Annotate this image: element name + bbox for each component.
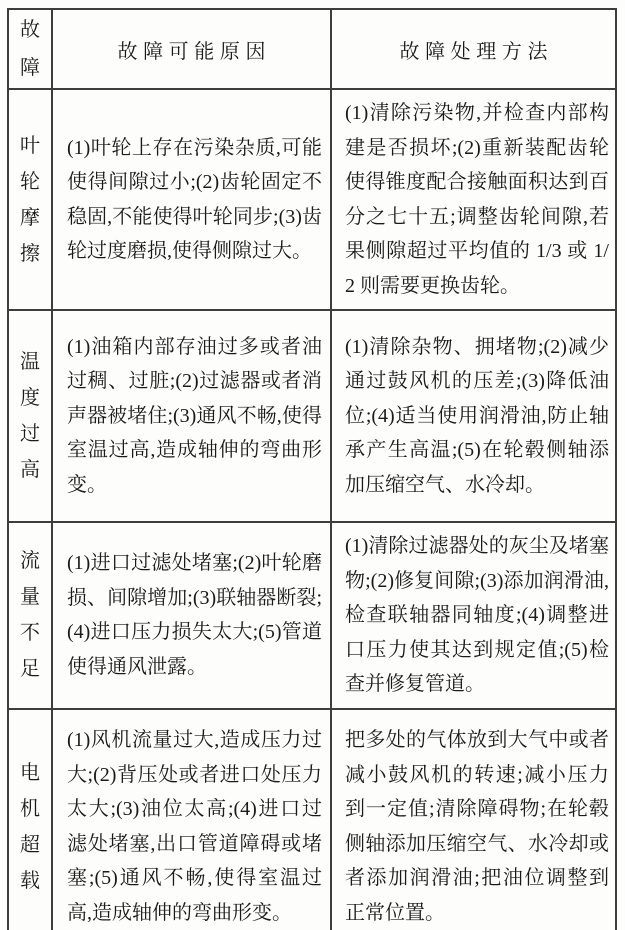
fix-cell: (1)清除过滤器处的灰尘及堵塞物;(2)修复间隙;(3)添加润滑油,检查联轴器同轴度;(4)调整进口压力使其达到规定值;(5)检查并修复管道。 bbox=[331, 522, 616, 709]
header-cause-cell: 故障可能原因 bbox=[52, 9, 331, 89]
header-fault-cell bbox=[8, 9, 52, 89]
fault-label: 流量不足 bbox=[20, 550, 40, 681]
table-row-flow-insufficient bbox=[8, 522, 616, 709]
cause-cell: (1)油箱内部存油过多或者油过稠、过脏;(2)过滤器或者消声器被堵住;(3)通风不畅,使得室温过高,造成轴伸的弯曲形变。 bbox=[52, 310, 331, 522]
fault-label-cell bbox=[8, 89, 52, 310]
fix-cell: 把多处的气体放到大气中或者减小鼓风机的转速;减小压力到一定值;清除障碍物;在轮毂侧轴添加压缩空气、水冷却或者添加润滑油;把油位调整到正常位置。 bbox=[331, 709, 616, 930]
cause-cell: (1)进口过滤处堵塞;(2)叶轮磨损、间隙增加;(3)联轴器断裂;(4)进口压力损失太大;(5)管道使得通风泄露。 bbox=[52, 522, 331, 709]
table-row-temperature-high bbox=[8, 310, 616, 522]
cause-cell: (1)叶轮上存在污染杂质,可能使得间隙过小;(2)齿轮固定不稳固,不能使得叶轮同步;(3)齿轮过度磨损,使得侧隙过大。 bbox=[52, 89, 331, 310]
table-row-impeller-friction bbox=[8, 89, 616, 310]
fault-label: 叶轮摩擦 bbox=[20, 134, 40, 265]
table-header-row bbox=[8, 9, 616, 89]
fix-cell: (1)清除污染物,并检查内部构建是否损坏;(2)重新装配齿轮使得锥度配合接触面积达到百分之七十五;调整齿轮间隙,若果侧隙超过平均值的 1/3 或 1/2 则需要更换齿轮。 bbox=[331, 89, 616, 310]
fault-label: 电机超载 bbox=[20, 761, 40, 892]
fix-cell: (1)清除杂物、拥堵物;(2)减少通过鼓风机的压差;(3)降低油位;(4)适当使用润滑油,防止轴承产生高温;(5)在轮毂侧轴添加压缩空气、水冷却。 bbox=[331, 310, 616, 522]
fault-label-cell bbox=[8, 310, 52, 522]
table-row-motor-overload bbox=[8, 709, 616, 930]
header-fault-label: 故障 bbox=[20, 19, 40, 79]
fault-label-cell bbox=[8, 709, 52, 930]
header-fix-cell: 故障处理方法 bbox=[331, 9, 616, 89]
fault-label-cell bbox=[8, 522, 52, 709]
fault-troubleshooting-table bbox=[7, 8, 617, 930]
cause-cell: (1)风机流量过大,造成压力过大;(2)背压处或者进口处压力太大;(3)油位太高;(4)进口过滤处堵塞,出口管道障碍或堵塞;(5)通风不畅,使得室温过高,造成轴伸的弯曲形变。 bbox=[52, 709, 331, 930]
fault-label: 温度过高 bbox=[20, 351, 40, 481]
